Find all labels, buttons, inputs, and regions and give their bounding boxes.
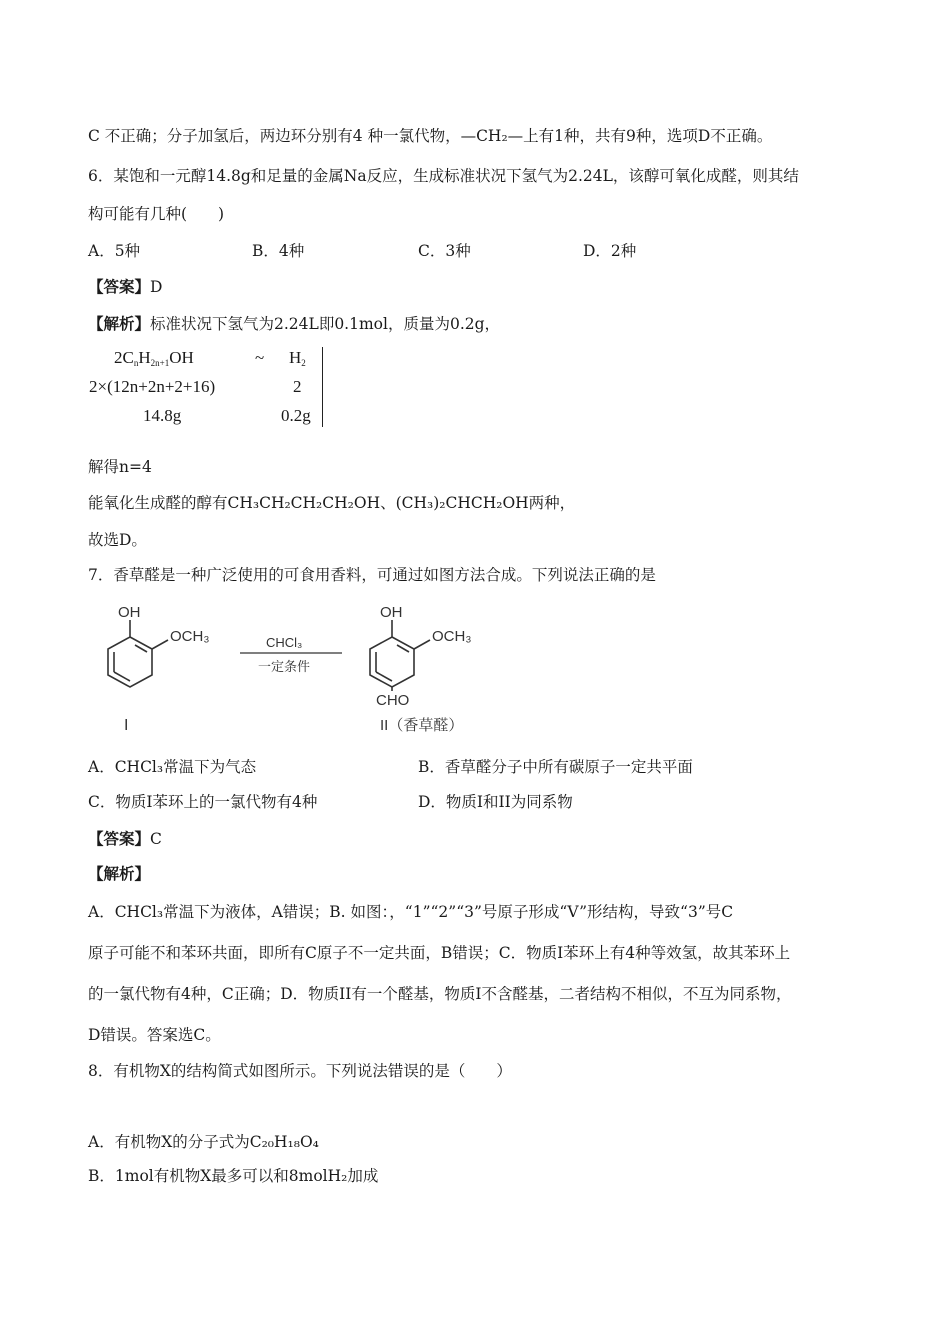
reagent-label: CHCl₃: [266, 635, 303, 650]
answer-6: 【答案】D: [88, 277, 163, 296]
option-8b: B．1mol有机物X最多可以和8molH₂加成: [88, 1167, 379, 1185]
condition-label: 一定条件: [258, 659, 311, 674]
explanation-7-line: D错误。答案选C。: [88, 1026, 221, 1044]
explanation-7-line: A．CHCl₃常温下为液体，A错误；B. 如图：，“1”“2”“3”号原子形成“V”形结构，导致“3”号C: [88, 903, 734, 921]
option-7b: B．香草醛分子中所有碳原子一定共平面: [418, 758, 693, 776]
option-6d: D．2种: [583, 242, 637, 260]
eq-divider: [322, 347, 323, 427]
solve-line: 解得n=4: [88, 458, 152, 476]
answer-7: 【答案】C: [88, 829, 162, 848]
compound-i-och3: OCH₃: [170, 628, 210, 645]
synthesis-scheme: [80, 595, 520, 745]
compound-i-label: I: [124, 717, 129, 734]
eq-molar-mass: 2×(12n+2n+2+16): [89, 377, 216, 396]
question-6-stem-cont: 构可能有几种( ): [88, 205, 225, 223]
question-7-stem: 7．香草醛是一种广泛使用的可食用香料，可通过如图方法合成。下列说法正确的是: [88, 566, 656, 584]
explanation-7-tag: 【解析】: [88, 864, 151, 883]
eq-mass: 14.8g: [143, 406, 182, 425]
compound-ii-oh: OH: [380, 604, 403, 621]
option-7d: D．物质I和II为同系物: [418, 793, 573, 811]
compound-ii-cho: CHO: [376, 692, 410, 709]
eq-hydrogen: $H_2$: [289, 348, 306, 368]
text-line: C 不正确；分子加氢后，两边环分别有4 种一氯代物，—CH₂—上有1种，共有9种，选项D不正确。: [88, 127, 773, 145]
option-6c: C．3种: [418, 242, 471, 260]
option-6b: B．4种: [252, 242, 305, 260]
question-8-stem: 8．有机物X的结构简式如图所示。下列说法错误的是（ ）: [88, 1062, 512, 1080]
option-7c: C．物质I苯环上的一氯代物有4种: [88, 793, 318, 811]
eq-h2-mass: 0.2g: [281, 406, 311, 425]
eq-tilde: ~: [255, 348, 265, 367]
compound-i-oh: OH: [118, 604, 141, 621]
explanation-7-line: 原子可能不和苯环共面，即所有C原子不一定共面，B错误；C．物质I苯环上有4种等效氢，故其苯环上: [88, 944, 791, 962]
compound-ii-structure: [370, 620, 430, 691]
eq-alcohol: $2C_nH_{2n+1}OH$: [114, 348, 194, 368]
option-7a: A．CHCl₃常温下为气态: [88, 758, 257, 776]
question-6-stem: 6．某饱和一元醇14.8g和足量的金属Na反应，生成标准状况下氢气为2.24L，该醇可氧化成醛，则其结: [88, 167, 799, 185]
explanation-6: 【解析】标准状况下氢气为2.24L即0.1mol，质量为0.2g，: [88, 314, 501, 333]
option-8a: A．有机物X的分子式为C₂₀H₁₈O₄: [88, 1133, 319, 1151]
choose-line: 故选D。: [88, 531, 147, 549]
eq-coef: 2: [293, 377, 302, 396]
compound-ii-och3: OCH₃: [432, 628, 472, 645]
compound-ii-label: II（香草醛）: [380, 717, 464, 734]
option-6a: A．5种: [88, 242, 141, 260]
oxidation-line: 能氧化生成醛的醇有CH₃CH₂CH₂CH₂OH、(CH₃)₂CHCH₂OH两种，: [88, 494, 576, 512]
compound-i-structure: [108, 620, 168, 687]
explanation-7-line: 的一氯代物有4种，C正确；D．物质II有一个醛基，物质I不含醛基，二者结构不相似，不互为同系物，: [88, 985, 792, 1003]
